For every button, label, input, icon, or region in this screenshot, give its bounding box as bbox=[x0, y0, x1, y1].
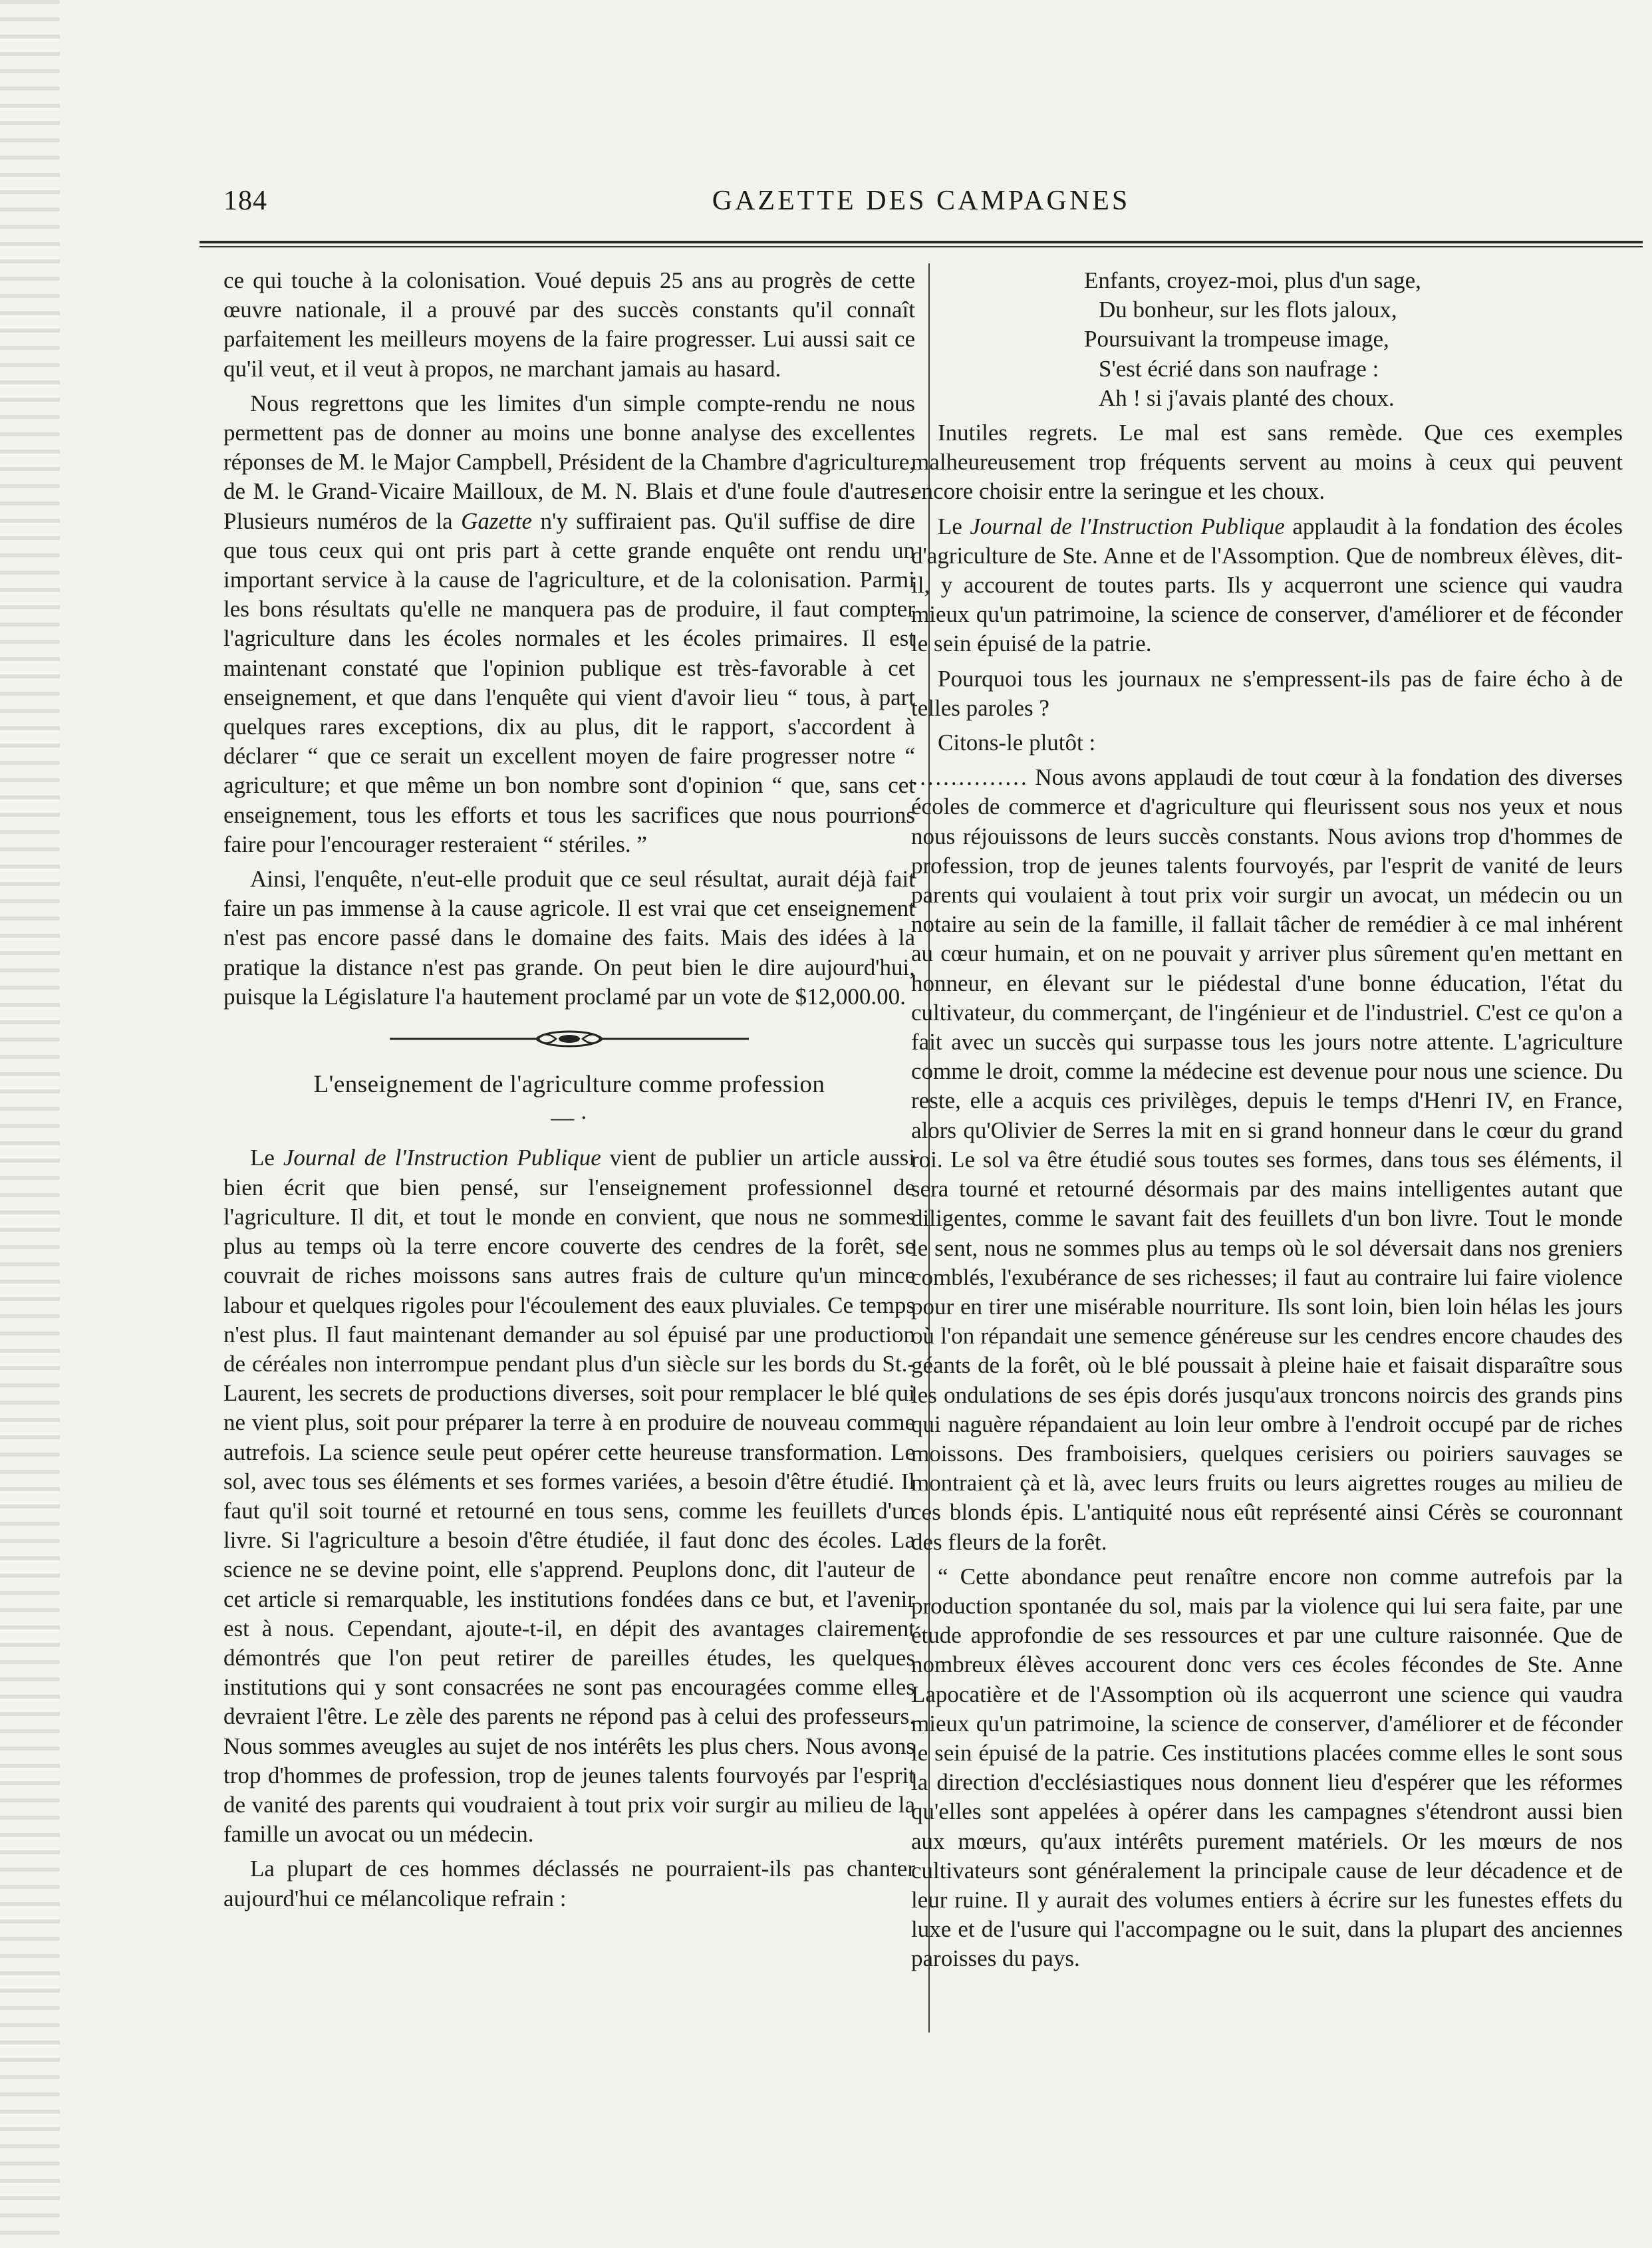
right-column bbox=[911, 266, 1623, 2115]
paragraph: Pourquoi tous les journaux ne s'empressent-ils pas de faire écho à de telles paroles ? bbox=[911, 665, 1623, 721]
running-title: GAZETTE DES CAMPAGNES bbox=[712, 186, 1131, 216]
verse-line: Du bonheur, sur les flots jaloux, bbox=[1099, 297, 1397, 323]
verse-line: Poursuivant la trompeuse image, bbox=[1084, 326, 1389, 352]
section-title: L'enseignement de l'agriculture comme profession bbox=[313, 1071, 825, 1099]
header-rule bbox=[200, 241, 1643, 243]
paragraph: ce qui touche à la colonisation. Voué depuis 25 ans au progrès de cette œuvre nationale, il a prouvé par des succès constants qu'il connaît parfaitement les meilleurs moyens de la faire progresser. Lui aussi sait ce qu'il veut, et il veut à propos, ne marchant jamais au hasard. bbox=[223, 267, 915, 382]
paragraph: “ Cette abondance peut renaître encore non comme autrefois par la production spontanée du sol, mais par la violence qui lui sera faite, par une étude approfondie de ses ressources et par une culture raisonnée. Que de nombreux élèves accourent donc vers ces écoles fécondes de Ste. Anne Lapocatière et de l'Assomption où ils acquerront une science qui vaudra mieux qu'un patrimoine, la science de conserver, d'améliorer et de féconder le sein épuisé de la patrie. Ces institutions placées comme elles le sont sous la direction d'ecclésiastiques nous donnent lieu d'espérer que les réformes qu'elles sont appelées à opérer dans les campagnes s'étendront aussi bien aux mœurs, qu'aux intérêts purement matériels. Or les mœurs de nos cultivateurs sont généralement la principale cause de leur décadence et de leur ruine. Il y aurait des volumes entiers à écrire sur les funestes effets du luxe et de l'usure qui l'accompagne ou le suit, dans la plupart des anciennes paroisses du pays. bbox=[911, 1563, 1623, 1972]
section-dash: — · bbox=[551, 1105, 588, 1131]
paragraph: Le Journal de l'Instruction Publique vient de publier un article aussi bien écrit que bien pensé, sur l'enseignement professionnel de l'agriculture. Il dit, et tout le monde en convient, que nous ne sommes plus au temps où la terre encore couverte des cendres de la forêt, se couvrait de riches moissons sans autres frais de culture qu'un mince labour et quelques rigoles pour l'écoulement des eaux pluviales. Ce temps n'est plus. Il faut maintenant demander au sol épuisé par une production de céréales non interrompue pendant plus d'un siècle sur les bords du St.-Laurent, les secrets de productions diverses, soit pour remplacer le blé qui ne vient plus, soit pour préparer la terre à en produire de nouveau comme autrefois. La science seule peut opérer cette heureuse transformation. Le sol, avec tous ses éléments et ses formes variées, a besoin d'être étudié. Il faut qu'il soit tourné et retourné en tous sens, comme les feuillets d'un livre. Si l'agriculture a besoin d'être étudiée, il faut donc des écoles. La science ne se devine point, elle s'apprend. Peuplons donc, dit l'auteur de cet article si remarquable, les institutions fondées dans ce but, et l'avenir est à nous. Cependant, ajoute-t-il, en dépit des avantages clairement démontrés que l'on peut retirer de pareilles études, les quelques institutions qui y sont consacrées ne sont pas encouragées comme elles devraient l'être. Le zèle des parents ne répond pas à celui des professeurs. Nous sommes aveugles au sujet de nos intérêts les plus chers. Nous avons trop d'hommes de profession, trop de jeunes talents fourvoyés par l'esprit de vanité des parents qui voudraient à tout prix voir surgir au milieu de la famille un avocat ou un médecin. bbox=[223, 1145, 915, 1848]
verse-line: Enfants, croyez-moi, plus d'un sage, bbox=[1084, 267, 1421, 293]
page-number: 184 bbox=[223, 186, 267, 216]
header-rule-thin bbox=[200, 246, 1643, 247]
paragraph: La plupart de ces hommes déclassés ne pourraient-ils pas chanter aujourd'hui ce mélancolique refrain : bbox=[223, 1856, 915, 1911]
paragraph: Citons-le plutôt : bbox=[938, 730, 1096, 756]
paragraph: …………… Nous avons applaudi de tout cœur à la fondation des diverses écoles de commerce et d'agriculture qui fleurissent sous nos yeux et nous nous réjouissons de leurs succès constants. Nous avions trop d'hommes de profession, trop de jeunes talents fourvoyés, par l'esprit de vanité de leurs parents qui voulaient à tout prix voir surgir un avocat, un médecin ou un notaire au sein de la famille, il fallait tâcher de remédier à ce mal inhérent au cœur humain, et on ne pouvait y arriver plus sûrement qu'en mettant en honneur, en élevant sur le piédestal d'une bonne éducation, l'état du cultivateur, du commerçant, de l'ingénieur et de l'industriel. C'est ce qu'on a fait avec un succès qui surpasse tous les jours notre attente. L'agriculture comme le droit, comme la médecine est devenue pour nous une science. Du reste, elle a acquis ces privilèges, depuis le temps d'Henri IV, en France, alors qu'Olivier de Serres la mit en si grand honneur dans le cœur du grand roi. Le sol va être étudié sous toutes ses formes, dans tous ses éléments, il sera tourné et retourné désormais par des mains intelligentes autant que diligentes, comme le savant fait des feuillets d'un bon livre. Tout le monde le sent, nous ne sommes plus au temps où le sol déversait dans nos greniers comblés, l'exubérance de ses richesses; il faut au contraire lui faire violence pour en tirer une misérable nourriture. Ils sont loin, bien loin hélas les jours où l'on répandait une semence généreuse sur les cendres encore chaudes des géants de la forêt, où le blé poussait à pleine haie et faisait disparaître sous les ondulations de ses épis dorés jusqu'aux troncons noircis des grands pins qui naguère répandaient au loin leur ombre à l'endroit occupé par de riches moissons. Des framboisiers, quelques cerisiers ou poiriers sauvages se montraient çà et là, avec leurs fruits ou leurs aigrettes rouges au milieu de ces blonds épis. L'antiquité nous eût représenté ainsi Cérès se couronnant des fleurs de la forêt. bbox=[911, 764, 1623, 1555]
verse bbox=[1084, 266, 1623, 413]
ornament-divider bbox=[383, 1028, 756, 1050]
left-column bbox=[223, 266, 915, 2115]
verse-line: Ah ! si j'avais planté des choux. bbox=[1099, 384, 1395, 411]
paragraph: Le Journal de l'Instruction Publique applaudit à la fondation des écoles d'agriculture de Ste. Anne et de l'Assomption. Que de nombreux élèves, dit-il, y accourent de toutes parts. Ils y acquerront une science qui vaudra mieux qu'un patrimoine, la science de conserver, d'améliorer et de féconder le sein épuisé de la patrie. bbox=[911, 513, 1623, 657]
paragraph: Nous regrettons que les limites d'un simple compte-rendu ne nous permettent pas de donner au moins une bonne analyse des excellentes réponses de M. le Major Campbell, Président de la Chambre d'agriculture, de M. le Grand-Vicaire Mailloux, de M. N. Blais et d'une foule d'autres. Plusieurs numéros de la Gazette n'y suffiraient pas. Qu'il suffise de dire que tous ceux qui ont pris part à cette grande enquête ont rendu un important service à la cause de l'agriculture, et de la colonisation. Parmi les bons résultats qu'elle ne manquera pas de produire, il faut compter l'agriculture dans les écoles normales et les écoles primaires. Il est maintenant constaté que l'opinion publique est très-favorable à cet enseignement, et que dans l'enquête qui vient d'avoir lieu “ tous, à part quelques rares exceptions, dix au plus, dit le rapport, s'accordent à déclarer “ que ce serait un excellent moyen de faire progresser notre “ agriculture; et que même un bon nombre sont d'opinion “ que, sans cet enseignement, tous les efforts et tous les sacrifices que nous pourrions faire pour l'encourager resteraient “ stériles. ” bbox=[223, 390, 915, 857]
verse-line: S'est écrié dans son naufrage : bbox=[1099, 355, 1379, 382]
scan-margin bbox=[0, 0, 60, 2248]
paragraph: Inutiles regrets. Le mal est sans remède. Que ces exemples malheureusement trop fréquents servent au moins à ceux qui peuvent encore choisir entre la seringue et les choux. bbox=[911, 420, 1623, 505]
paragraph: Ainsi, l'enquête, n'eut-elle produit que ce seul résultat, aurait déjà fait faire un pas immense à la cause agricole. Il est vrai que cet enseignement n'est pas encore passé dans le domaine des faits. Mais des idées à la pratique la distance n'est pas grande. On peut bien le dire aujourd'hui, puisque la Législature l'a hautement proclamé par un vote de $12,000.00. bbox=[223, 866, 915, 1010]
page-header bbox=[200, 185, 1643, 231]
